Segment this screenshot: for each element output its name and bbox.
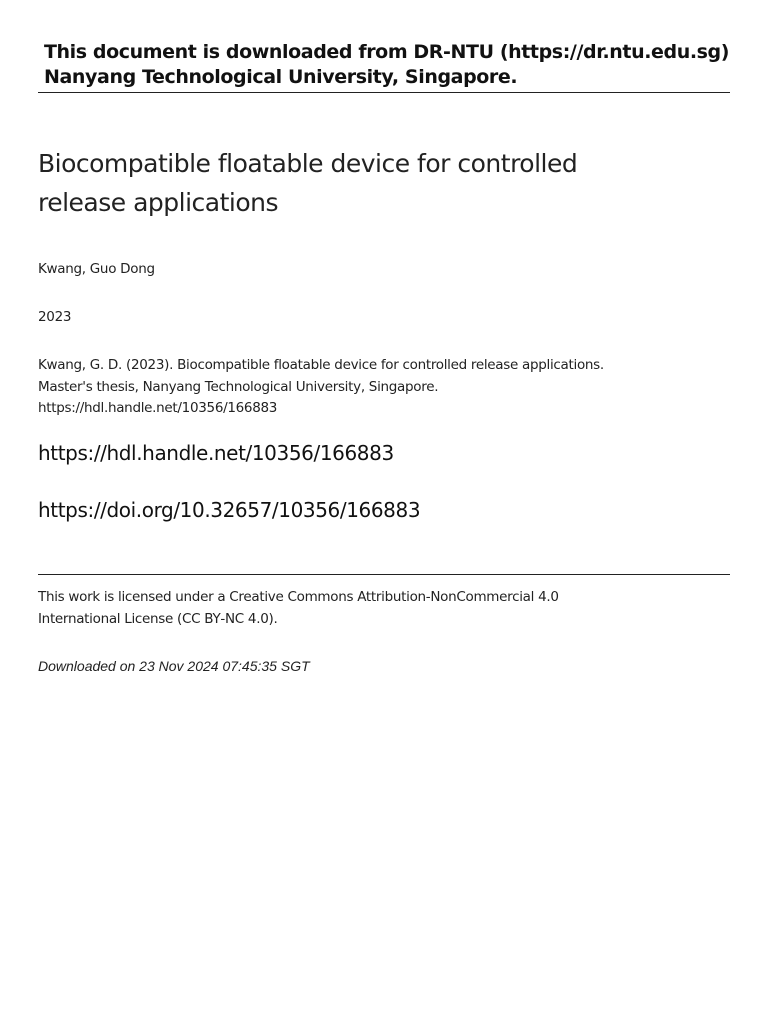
repository-header xyxy=(38,40,730,93)
doi-link[interactable]: https://doi.org/10.32657/10356/166883 xyxy=(38,498,421,522)
author: Kwang, Guo Dong xyxy=(38,261,155,277)
document-title xyxy=(38,144,638,222)
citation xyxy=(38,355,604,420)
header-university-line: Nanyang Technological University, Singapore. xyxy=(44,66,518,88)
license-notice xyxy=(38,587,559,630)
divider xyxy=(38,574,730,575)
header-source-line: This document is downloaded from DR‑NTU (https://dr.ntu.edu.sg) xyxy=(44,41,730,63)
title-line-2: release applications xyxy=(38,188,279,217)
license-line-2: International License (CC BY‑NC 4.0). xyxy=(38,610,278,627)
handle-link[interactable]: https://hdl.handle.net/10356/166883 xyxy=(38,441,394,465)
download-timestamp: Downloaded on 23 Nov 2024 07:45:35 SGT xyxy=(38,658,310,674)
publication-year: 2023 xyxy=(38,309,72,325)
title-line-1: Biocompatible floatable device for controlled xyxy=(38,149,578,178)
license-line-1: This work is licensed under a Creative Commons Attribution‑NonCommercial 4.0 xyxy=(38,589,559,605)
citation-line-3[interactable]: https://hdl.handle.net/10356/166883 xyxy=(38,400,278,416)
citation-line-1: Kwang, G. D. (2023). Biocompatible floatable device for controlled release applications. xyxy=(38,357,604,373)
citation-line-2: Master's thesis, Nanyang Technological University, Singapore. xyxy=(38,378,439,395)
